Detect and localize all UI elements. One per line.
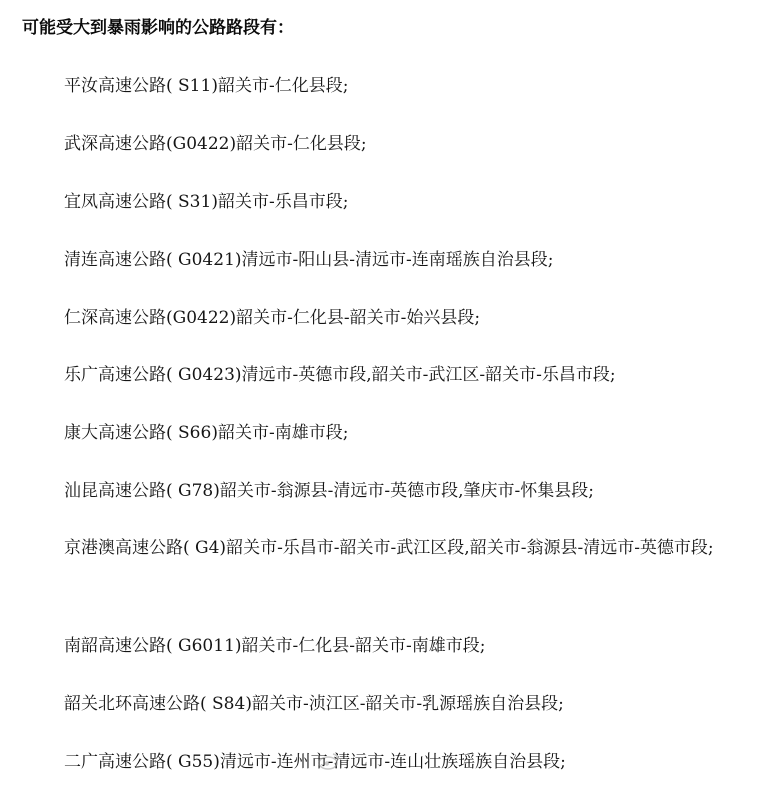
road-item: 清连高速公路( G0421)清远市-阳山县-清远市-连南瑶族自治县段;: [64, 250, 554, 270]
road-item: 康大高速公路( S66)韶关市-南雄市段;: [64, 423, 349, 443]
road-item: 仁深高速公路(G0422)韶关市-仁化县-韶关市-始兴县段;: [64, 308, 481, 328]
road-item: 武深高速公路(G0422)韶关市-仁化县段;: [64, 134, 367, 154]
road-item: 平汝高速公路( S11)韶关市-仁化县段;: [64, 76, 349, 96]
road-item: 二广高速公路( G55)清远市-连州市-清远市-连山壮族瑶族自治县段;: [64, 752, 566, 772]
road-item: 韶关北环高速公路( S84)韶关市-浈江区-韶关市-乳源瑶族自治县段;: [64, 694, 564, 714]
road-item: 乐广高速公路( G0423)清远市-英德市段,韶关市-武江区-韶关市-乐昌市段;: [64, 365, 616, 385]
road-item: 宜凤高速公路( S31)韶关市-乐昌市段;: [64, 192, 349, 212]
road-item: 汕昆高速公路( G78)韶关市-翁源县-清远市-英德市段,肇庆市-怀集县段;: [64, 481, 594, 501]
road-item: 京港澳高速公路( G4)韶关市-乐昌市-韶关市-武江区段,韶关市-翁源县-清远市-英德市段;: [64, 538, 714, 558]
document-heading: 可能受大到暴雨影响的公路路段有：: [22, 18, 294, 38]
road-item: 南韶高速公路( G6011)韶关市-仁化县-韶关市-南雄市段;: [64, 636, 486, 656]
